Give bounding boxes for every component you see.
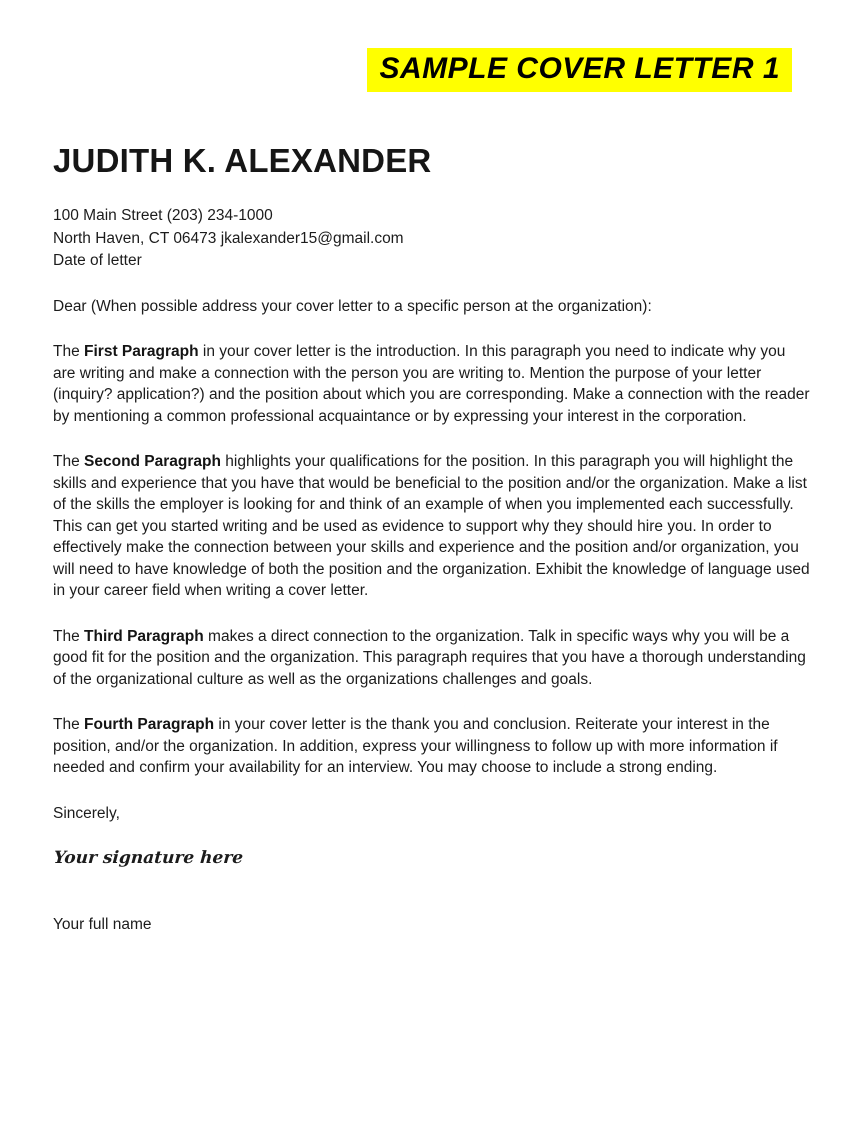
applicant-name: JUDITH K. ALEXANDER: [53, 142, 432, 179]
banner-row: [0, 0, 868, 92]
salutation: Dear (When possible address your cover letter to a specific person at the organization):: [53, 297, 652, 315]
date-line: Date of letter: [53, 252, 142, 269]
paragraph-fourth-prefix: The: [53, 716, 85, 733]
letter-content: [0, 142, 868, 934]
full-name-placeholder: Your full name: [53, 916, 152, 933]
paragraph-fourth-lead: Fourth Paragraph: [84, 716, 215, 733]
paragraph-fourth: [53, 714, 812, 779]
contact-line-city-email: North Haven, CT 06473 jkalexander15@gmail.com: [53, 230, 404, 247]
closing-sincerely: Sincerely,: [53, 804, 120, 822]
paragraph-second: [53, 451, 812, 602]
paragraph-third-body: makes a direct connection to the organization. Talk in specific ways why you will be a good fit for the position and the organization. This paragraph requires that you have a thorough understanding of the organizational culture as well as the organizations challenges and goals.: [53, 627, 806, 688]
paragraph-first-body: in your cover letter is the introduction. In this paragraph you need to indicate why you are writing and make a connection with the person you are writing to. Mention the purpose of your letter (inquiry? application?) and the position about which you are corresponding. Make a connection with the reader by mentioning a common professional acquaintance or by expressing your interest in the corporation.: [53, 343, 810, 425]
signature-placeholder: Your signature here: [53, 848, 244, 868]
contact-block: [53, 204, 812, 250]
paragraph-second-body: highlights your qualifications for the position. In this paragraph you will highlight the skills and experience that you have that would be beneficial to the position and/or the organization. Make a list of the skills the employer is looking for and think of an example of when you implemented each successfully. This can get you started writing and be used as evidence to support why they should hire you. In order to effectively make the connection between your skills and experience and the position and/or organization, you will need to have knowledge of both the position and the organization. Exhibit the knowledge of language used in your career field when writing a cover letter.: [53, 453, 810, 599]
contact-line-street-phone: 100 Main Street (203) 234-1000: [53, 207, 273, 224]
paragraph-first-lead: First Paragraph: [84, 343, 199, 360]
paragraph-third-lead: Third Paragraph: [84, 627, 204, 645]
paragraph-first-prefix: The: [53, 343, 85, 360]
paragraph-second-lead: Second Paragraph: [84, 453, 221, 470]
paragraph-fourth-body: in your cover letter is the thank you and conclusion. Reiterate your interest in the position, and/or the organization. In addition, express your willingness to follow up with more information if needed and confirm your availability for an interview. You may choose to include a strong ending.: [53, 716, 778, 776]
paragraph-third-prefix: The: [53, 627, 85, 645]
paragraph-first: [53, 341, 812, 427]
sample-cover-letter-banner: SAMPLE COVER LETTER 1: [367, 48, 792, 92]
paragraph-second-prefix: The: [53, 453, 85, 470]
paragraph-third: [53, 626, 812, 691]
